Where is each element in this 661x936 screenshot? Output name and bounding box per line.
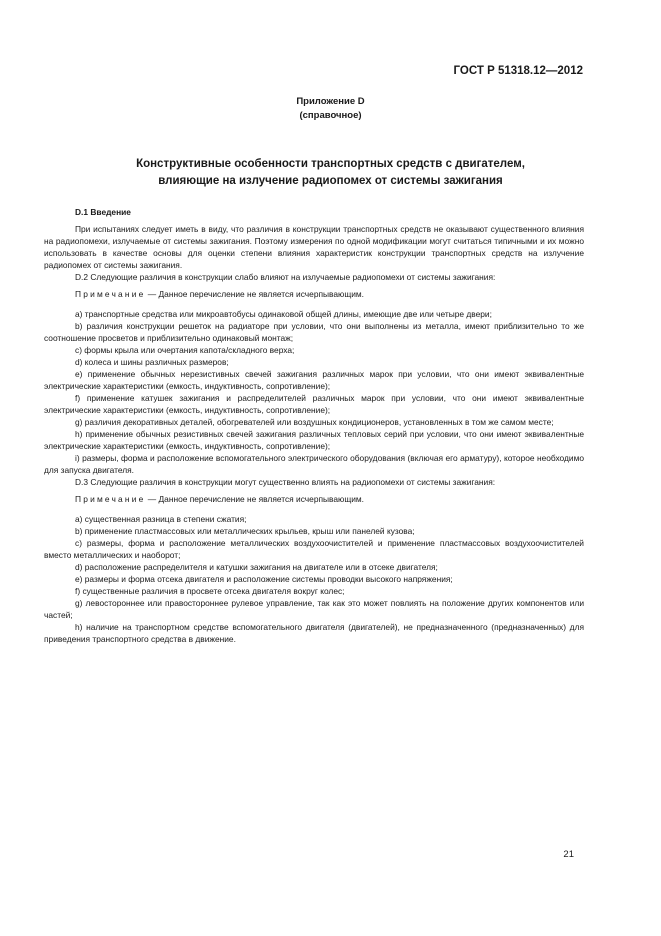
list-item: c) формы крыла или очертания капота/складного верха; (75, 345, 295, 355)
list-item: b) применение пластмассовых или металлических крыльев, крыш или панелей кузова; (75, 526, 415, 536)
note-word: Примечание (75, 289, 146, 299)
list-item: e) применение обычных нерезистивных свечей зажигания различных марок при условии, что они имеют эквивалентные электрические характеристики (емкость, индуктивность, сопротивление); (44, 369, 584, 391)
standard-designation: ГОСТ Р 51318.12—2012 (453, 65, 583, 77)
document-body (44, 206, 584, 645)
list-item: i) размеры, форма и расположение вспомогательного электрического оборудования (включая его арматуру), которое необходимо для запуска двигателя. (44, 453, 584, 475)
list-item: f) применение катушек зажигания и распределителей различных марок при условии, что они имеют эквивалентные электрические характеристики (емкость, индуктивность, сопротивление); (44, 393, 584, 415)
list-item: a) существенная разница в степени сжатия; (75, 514, 247, 524)
list-item: b) различия конструкции решеток на радиаторе при условии, что они выполнены из металла, имеют приблизительно то же соотношение просветов и приблизительно одинаковый монтаж; (44, 321, 584, 343)
page-number: 21 (563, 849, 574, 860)
clause-d2: D.2 Следующие различия в конструкции слабо влияют на излучаемые радиопомехи от системы зажигания: (75, 272, 496, 282)
note-1 (44, 288, 584, 300)
appendix-type: (справочное) (299, 110, 362, 121)
list-item: h) наличие на транспортном средстве вспомогательного двигателя (двигателей), не предназначенного (предназначенных) для приведения транспортного средства в движение. (44, 622, 584, 644)
section-heading: D.1 Введение (75, 207, 131, 217)
list-item: c) размеры, форма и расположение металлических воздухоочистителей и применение пластмассовых воздухоочистителей вместо металлических и наоборот; (44, 538, 584, 560)
intro-paragraph: При испытаниях следует иметь в виду, что различия в конструкции транспортных средств не оказывают существенного влияния на радиопомехи, излучаемые от системы зажигания. Поэтому измерения по одной модификации могут считаться типичными и их можно использовать в качестве основы для оценки степени влияния характеристик конструкции транспортных средств на излучение радиопомех от системы зажигания. (44, 224, 584, 270)
list-item: d) колеса и шины различных размеров; (75, 357, 229, 367)
note-word: Примечание (75, 494, 146, 504)
list-item: g) различия декоративных деталей, обогревателей или воздушных кондиционеров, установленных в том же самом месте; (75, 417, 554, 427)
note-text: — Данное перечисление не является исчерпывающим. (145, 289, 364, 299)
appendix-title-line-2: влияющие на излучение радиопомех от системы зажигания (158, 175, 503, 187)
list-item: f) существенные различия в просвете отсека двигателя вокруг колес; (75, 586, 345, 596)
appendix-label: Приложение D (296, 96, 365, 107)
list-item: e) размеры и форма отсека двигателя и расположение системы проводки высокого напряжения; (75, 574, 453, 584)
list-item: g) левостороннее или правостороннее рулевое управление, так как это может повлиять на положение других компонентов или частей; (44, 598, 584, 620)
appendix-title-line-1: Конструктивные особенности транспортных средств с двигателем, (136, 158, 525, 170)
note-2 (44, 493, 584, 505)
list-item: a) транспортные средства или микроавтобусы одинаковой общей длины, имеющие две или четыре двери; (75, 309, 492, 319)
list-item: d) расположение распределителя и катушки зажигания на двигателе или в отсеке двигателя; (75, 562, 438, 572)
clause-d3: D.3 Следующие различия в конструкции могут существенно влиять на радиопомехи от системы зажигания: (75, 477, 496, 487)
note-text: — Данное перечисление не является исчерпывающим. (145, 494, 364, 504)
list-item: h) применение обычных резистивных свечей зажигания различных тепловых серий при условии, что они имеют эквивалентные электрические характеристики (емкость, индуктивность, сопротивление); (44, 429, 584, 451)
